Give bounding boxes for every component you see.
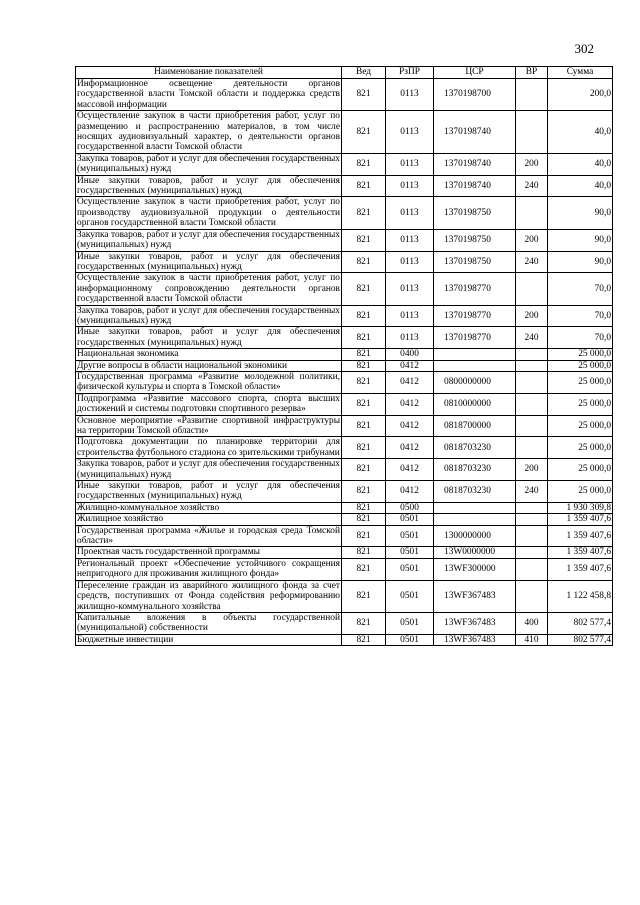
cell-rzpr: 0501 bbox=[386, 634, 434, 645]
table-row bbox=[76, 459, 613, 481]
table-row bbox=[76, 437, 613, 459]
cell-indicator-name: Информационное освещение деятельности органов государственной власти Томской области и поддержка средств массовой информации bbox=[77, 79, 340, 110]
cell-indicator-name: Основное мероприятие «Развитие спортивной инфраструктуры на территории Томской области» bbox=[77, 415, 340, 436]
cell-sum: 802 577,4 bbox=[548, 634, 613, 645]
table-row bbox=[76, 273, 613, 305]
cell-csr: 1370198750 bbox=[434, 229, 516, 251]
table-row bbox=[76, 481, 613, 503]
table-row bbox=[76, 197, 613, 229]
cell-rzpr: 0113 bbox=[386, 229, 434, 251]
cell-csr bbox=[434, 502, 516, 513]
cell-vr: 240 bbox=[516, 327, 548, 349]
cell-ved: 821 bbox=[342, 514, 386, 525]
cell-vr bbox=[516, 393, 548, 415]
cell-ved: 821 bbox=[342, 111, 386, 154]
cell-csr: 1370198740 bbox=[434, 111, 516, 154]
cell-csr: 13WF367483 bbox=[434, 612, 516, 634]
cell-rzpr: 0501 bbox=[386, 547, 434, 558]
table-row bbox=[76, 327, 613, 349]
cell-rzpr: 0501 bbox=[386, 612, 434, 634]
cell-rzpr: 0500 bbox=[386, 502, 434, 513]
cell-vr bbox=[516, 360, 548, 371]
cell-sum: 25 000,0 bbox=[548, 481, 613, 503]
cell-rzpr: 0412 bbox=[386, 459, 434, 481]
cell-csr: 0810000000 bbox=[434, 393, 516, 415]
cell-indicator-name: Региональный проект «Обеспечение устойчивого сокращения непригодного для проживания жилищного фонда» bbox=[77, 558, 340, 580]
header-ved: Вед bbox=[342, 67, 386, 79]
cell-sum: 25 000,0 bbox=[548, 360, 613, 371]
cell-vr bbox=[516, 415, 548, 437]
cell-ved: 821 bbox=[342, 558, 386, 580]
cell-indicator-name: Закупка товаров, работ и услуг для обеспечения государственных (муниципальных) нужд bbox=[77, 153, 340, 175]
cell-sum: 1 122 458,8 bbox=[548, 580, 613, 612]
table-row bbox=[76, 580, 613, 612]
cell-vr: 200 bbox=[516, 153, 548, 175]
cell-ved: 821 bbox=[342, 481, 386, 503]
table-row bbox=[76, 525, 613, 547]
header-sum: Сумма bbox=[548, 67, 613, 79]
header-rzpr: РзПР bbox=[386, 67, 434, 79]
cell-vr bbox=[516, 111, 548, 154]
table-row bbox=[76, 514, 613, 525]
header-csr: ЦСР bbox=[434, 67, 516, 79]
cell-ved: 821 bbox=[342, 153, 386, 175]
cell-sum: 70,0 bbox=[548, 327, 613, 349]
cell-sum: 1 930 309,8 bbox=[548, 502, 613, 513]
table-row bbox=[76, 79, 613, 111]
cell-ved: 821 bbox=[342, 612, 386, 634]
cell-csr: 1370198770 bbox=[434, 327, 516, 349]
cell-csr: 0818703230 bbox=[434, 481, 516, 503]
cell-csr: 1370198740 bbox=[434, 153, 516, 175]
cell-ved: 821 bbox=[342, 197, 386, 229]
cell-csr: 1300000000 bbox=[434, 525, 516, 547]
table-row bbox=[76, 371, 613, 393]
cell-ved: 821 bbox=[342, 393, 386, 415]
cell-indicator-name: Государственная программа «Жилье и городская среда Томской области» bbox=[77, 525, 340, 547]
cell-vr bbox=[516, 197, 548, 229]
cell-csr: 1370198770 bbox=[434, 273, 516, 305]
table-row bbox=[76, 111, 613, 154]
cell-sum: 25 000,0 bbox=[548, 349, 613, 360]
cell-csr: 1370198750 bbox=[434, 197, 516, 229]
cell-vr: 240 bbox=[516, 251, 548, 273]
cell-csr: 1370198770 bbox=[434, 305, 516, 327]
cell-vr bbox=[516, 547, 548, 558]
table-row bbox=[76, 251, 613, 273]
cell-sum: 802 577,4 bbox=[548, 612, 613, 634]
cell-rzpr: 0501 bbox=[386, 580, 434, 612]
cell-rzpr: 0113 bbox=[386, 153, 434, 175]
cell-sum: 90,0 bbox=[548, 251, 613, 273]
cell-rzpr: 0113 bbox=[386, 197, 434, 229]
cell-rzpr: 0412 bbox=[386, 371, 434, 393]
cell-sum: 1 359 407,6 bbox=[548, 558, 613, 580]
table-row bbox=[76, 612, 613, 634]
cell-rzpr: 0412 bbox=[386, 437, 434, 459]
header-vr: ВР bbox=[516, 67, 548, 79]
cell-ved: 821 bbox=[342, 437, 386, 459]
cell-ved: 821 bbox=[342, 580, 386, 612]
cell-ved: 821 bbox=[342, 502, 386, 513]
cell-rzpr: 0113 bbox=[386, 111, 434, 154]
table-row bbox=[76, 634, 613, 645]
cell-csr bbox=[434, 349, 516, 360]
table-row bbox=[76, 558, 613, 580]
cell-rzpr: 0501 bbox=[386, 525, 434, 547]
cell-indicator-name: Иные закупки товаров, работ и услуг для обеспечения государственных (муниципальных) нужд bbox=[77, 251, 340, 272]
cell-rzpr: 0113 bbox=[386, 175, 434, 197]
cell-ved: 821 bbox=[342, 360, 386, 371]
cell-vr bbox=[516, 502, 548, 513]
cell-indicator-name: Подготовка документации по планировке территории для строительства футбольного стадиона со зрительскими трибунами bbox=[77, 437, 340, 458]
cell-indicator-name: Подпрограмма «Развитие массового спорта, спорта высших достижений и системы подготовки спортивного резерва» bbox=[77, 393, 340, 415]
cell-indicator-name: Государственная программа «Развитие молодежной политики, физической культуры и спорта в Томской области» bbox=[77, 371, 340, 393]
cell-ved: 821 bbox=[342, 251, 386, 273]
cell-sum: 40,0 bbox=[548, 175, 613, 197]
cell-ved: 821 bbox=[342, 229, 386, 251]
cell-indicator-name: Закупка товаров, работ и услуг для обеспечения государственных (муниципальных) нужд bbox=[77, 229, 340, 251]
cell-csr bbox=[434, 360, 516, 371]
cell-sum: 90,0 bbox=[548, 197, 613, 229]
cell-ved: 821 bbox=[342, 371, 386, 393]
cell-vr bbox=[516, 273, 548, 305]
cell-csr: 0818703230 bbox=[434, 459, 516, 481]
cell-vr: 410 bbox=[516, 634, 548, 645]
table-row bbox=[76, 393, 613, 415]
cell-ved: 821 bbox=[342, 349, 386, 360]
cell-sum: 1 359 407,6 bbox=[548, 514, 613, 525]
cell-ved: 821 bbox=[342, 525, 386, 547]
cell-rzpr: 0412 bbox=[386, 360, 434, 371]
table-row bbox=[76, 305, 613, 327]
cell-vr: 240 bbox=[516, 175, 548, 197]
cell-rzpr: 0113 bbox=[386, 305, 434, 327]
table-row bbox=[76, 175, 613, 197]
cell-indicator-name: Капитальные вложения в объекты государственной (муниципальной) собственности bbox=[77, 612, 340, 634]
cell-ved: 821 bbox=[342, 175, 386, 197]
cell-indicator-name: Бюджетные инвестиции bbox=[76, 634, 342, 645]
cell-csr bbox=[434, 514, 516, 525]
cell-sum: 70,0 bbox=[548, 305, 613, 327]
cell-sum: 70,0 bbox=[548, 273, 613, 305]
cell-ved: 821 bbox=[342, 634, 386, 645]
cell-vr: 200 bbox=[516, 305, 548, 327]
cell-csr: 0818700000 bbox=[434, 415, 516, 437]
cell-rzpr: 0412 bbox=[386, 481, 434, 503]
cell-indicator-name: Закупка товаров, работ и услуг для обеспечения государственных (муниципальных) нужд bbox=[77, 459, 340, 480]
cell-sum: 25 000,0 bbox=[548, 437, 613, 459]
cell-csr: 13WF300000 bbox=[434, 558, 516, 580]
cell-ved: 821 bbox=[342, 547, 386, 558]
cell-vr bbox=[516, 580, 548, 612]
cell-vr bbox=[516, 437, 548, 459]
cell-csr: 1370198740 bbox=[434, 175, 516, 197]
cell-rzpr: 0113 bbox=[386, 251, 434, 273]
cell-vr bbox=[516, 558, 548, 580]
cell-ved: 821 bbox=[342, 79, 386, 111]
cell-ved: 821 bbox=[342, 327, 386, 349]
cell-sum: 200,0 bbox=[548, 79, 613, 111]
cell-sum: 40,0 bbox=[548, 111, 613, 154]
cell-indicator-name: Иные закупки товаров, работ и услуг для обеспечения государственных (муниципальных) нужд bbox=[77, 327, 340, 348]
cell-indicator-name: Осуществление закупок в части приобретения работ, услуг по размещению и распространению материалов, в том числе носящих аудиовизуальный характер, о деятельности органов государственной власти Томской области bbox=[77, 111, 340, 153]
cell-csr: 13WF367483 bbox=[434, 580, 516, 612]
cell-indicator-name: Иные закупки товаров, работ и услуг для обеспечения государственных (муниципальных) нужд bbox=[77, 175, 340, 197]
cell-vr: 240 bbox=[516, 481, 548, 503]
cell-indicator-name: Иные закупки товаров, работ и услуг для обеспечения государственных (муниципальных) нужд bbox=[77, 481, 340, 502]
cell-rzpr: 0113 bbox=[386, 273, 434, 305]
cell-rzpr: 0501 bbox=[386, 558, 434, 580]
header-indicator-name: Наименование показателей bbox=[76, 67, 342, 79]
cell-vr: 200 bbox=[516, 229, 548, 251]
table-row bbox=[76, 360, 613, 371]
cell-indicator-name: Закупка товаров, работ и услуг для обеспечения государственных (муниципальных) нужд bbox=[77, 305, 340, 326]
cell-vr: 200 bbox=[516, 459, 548, 481]
cell-indicator-name: Другие вопросы в области национальной экономики bbox=[76, 360, 342, 371]
cell-indicator-name: Жилищное хозяйство bbox=[76, 514, 342, 525]
cell-indicator-name: Жилищно-коммунальное хозяйство bbox=[76, 502, 342, 513]
cell-csr: 0818703230 bbox=[434, 437, 516, 459]
table-row bbox=[76, 349, 613, 360]
cell-rzpr: 0400 bbox=[386, 349, 434, 360]
table-row bbox=[76, 229, 613, 251]
cell-csr: 1370198750 bbox=[434, 251, 516, 273]
cell-indicator-name: Проектная часть государственной программы bbox=[76, 547, 342, 558]
cell-indicator-name: Осуществление закупок в части приобретения работ, услуг по производству аудиовизуальной продукции о деятельности органов государственной власти Томской области bbox=[77, 197, 340, 229]
table-row bbox=[76, 547, 613, 558]
cell-ved: 821 bbox=[342, 305, 386, 327]
cell-sum: 40,0 bbox=[548, 153, 613, 175]
cell-sum: 25 000,0 bbox=[548, 393, 613, 415]
cell-csr: 13WF367483 bbox=[434, 634, 516, 645]
cell-sum: 1 359 407,6 bbox=[548, 547, 613, 558]
cell-ved: 821 bbox=[342, 459, 386, 481]
cell-indicator-name: Осуществление закупок в части приобретения работ, услуг по информационному сопровождению деятельности органов государственной власти Томской области bbox=[77, 273, 340, 305]
cell-sum: 1 359 407,6 bbox=[548, 525, 613, 547]
cell-rzpr: 0501 bbox=[386, 514, 434, 525]
cell-indicator-name: Национальная экономика bbox=[76, 349, 342, 360]
page-number: 302 bbox=[574, 41, 594, 56]
cell-vr bbox=[516, 371, 548, 393]
cell-csr: 1370198700 bbox=[434, 79, 516, 111]
cell-vr: 400 bbox=[516, 612, 548, 634]
cell-rzpr: 0412 bbox=[386, 415, 434, 437]
table-row bbox=[76, 415, 613, 437]
table-row bbox=[76, 153, 613, 175]
cell-csr: 13W0000000 bbox=[434, 547, 516, 558]
cell-rzpr: 0113 bbox=[386, 327, 434, 349]
cell-vr bbox=[516, 349, 548, 360]
table-row bbox=[76, 502, 613, 513]
cell-rzpr: 0113 bbox=[386, 79, 434, 111]
cell-rzpr: 0412 bbox=[386, 393, 434, 415]
cell-vr bbox=[516, 79, 548, 111]
cell-vr bbox=[516, 525, 548, 547]
cell-sum: 25 000,0 bbox=[548, 371, 613, 393]
table-header-row bbox=[76, 67, 613, 79]
cell-indicator-name: Переселение граждан из аварийного жилищного фонда за счет средств, поступивших от Фонда содействия реформированию жилищно-коммунального хозяйства bbox=[77, 580, 340, 612]
cell-csr: 0800000000 bbox=[434, 371, 516, 393]
cell-sum: 90,0 bbox=[548, 229, 613, 251]
budget-table bbox=[75, 66, 613, 646]
cell-ved: 821 bbox=[342, 415, 386, 437]
cell-vr bbox=[516, 514, 548, 525]
cell-ved: 821 bbox=[342, 273, 386, 305]
cell-sum: 25 000,0 bbox=[548, 459, 613, 481]
cell-sum: 25 000,0 bbox=[548, 415, 613, 437]
